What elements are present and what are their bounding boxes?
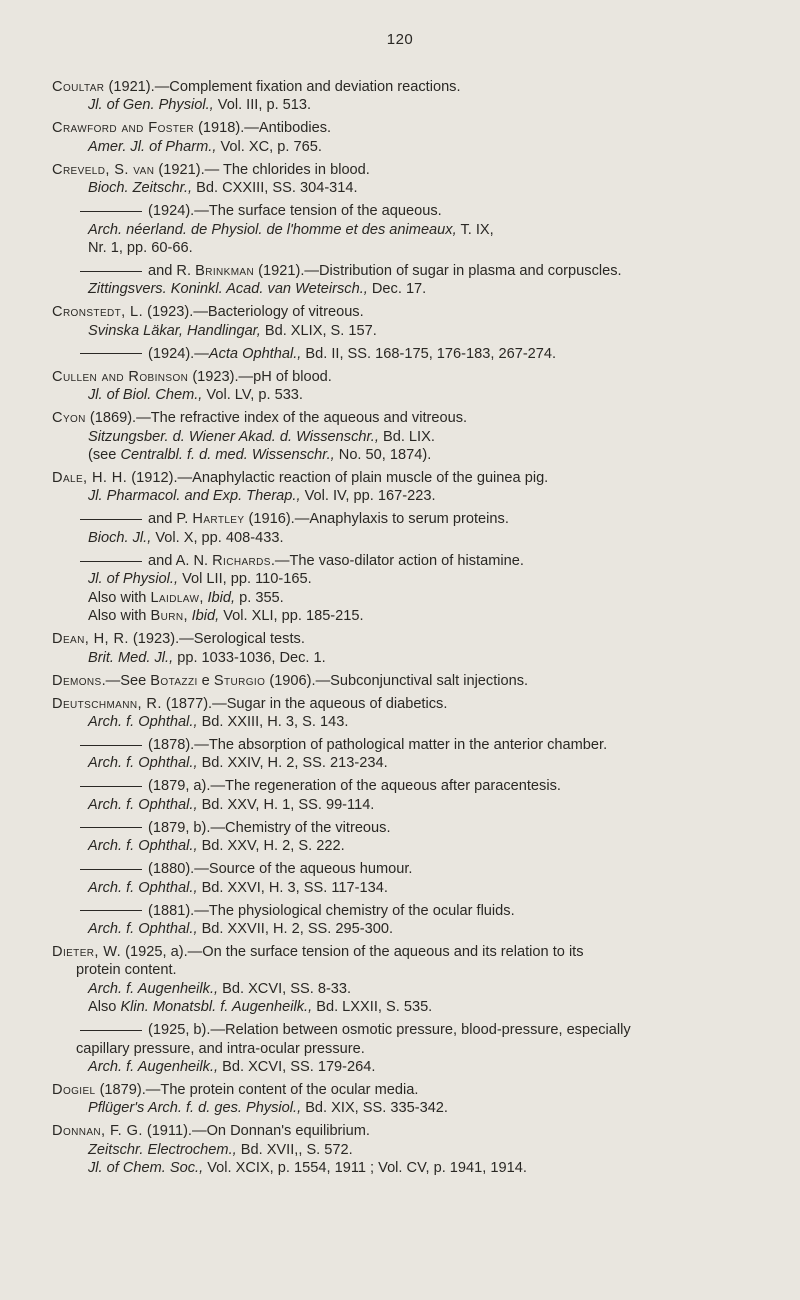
- entry-heading-line: [52, 819, 774, 837]
- entry-citation-line: [52, 589, 774, 607]
- bibliography-entry: [52, 736, 774, 773]
- entry-title: (1916).—Anaphylaxis to serum proteins.: [244, 511, 509, 528]
- journal-name: Arch. f. Augenheilk.,: [88, 1058, 219, 1075]
- entry-citation-line: [52, 837, 774, 855]
- entry-heading-line: [52, 469, 774, 487]
- entry-title: and R.: [148, 263, 196, 280]
- entry-title: (1869).—The refractive index of the aqueous and vitreous.: [85, 410, 468, 427]
- entry-author: Dean, H, R.: [52, 631, 129, 648]
- bibliography-entry: [52, 409, 774, 464]
- entry-citation-line: [52, 713, 774, 731]
- bibliography-entry: [52, 695, 774, 732]
- citation-detail: (see: [88, 447, 121, 464]
- journal-name: Ibid,: [191, 608, 220, 625]
- entry-title: (1879).—The protein content of the ocular media.: [95, 1081, 419, 1098]
- entry-coauthor: Burn: [150, 608, 184, 625]
- bibliography-entry: [52, 777, 774, 814]
- ditto-dash: [80, 561, 142, 562]
- journal-name: Pflüger's Arch. f. d. ges. Physiol.,: [88, 1100, 302, 1117]
- entry-citation-line: [52, 386, 774, 404]
- page-number: 120: [386, 31, 414, 48]
- entry-title: (1906).—Subconjunctival salt injections.: [265, 672, 529, 689]
- entry-heading-line: [52, 303, 774, 321]
- citation-detail: Bd. XXVII, H. 2, SS. 295-300.: [197, 920, 394, 937]
- entry-heading-line: [52, 736, 774, 754]
- entry-title: .—See: [101, 672, 151, 689]
- entry-citation-line: [52, 920, 774, 938]
- entry-title: (1879, a).—The regeneration of the aqueous after paracentesis.: [148, 778, 561, 795]
- bibliography-entry: [52, 672, 774, 690]
- entry-heading-line: [52, 368, 774, 386]
- citation-detail: Vol. LV, p. 533.: [202, 387, 303, 404]
- journal-name: Brit. Med. Jl.,: [88, 649, 174, 666]
- entry-title: (1912).—Anaphylactic reaction of plain muscle of the guinea pig.: [127, 470, 549, 487]
- ditto-dash: [80, 910, 142, 911]
- entry-title: (1880).—Source of the aqueous humour.: [148, 861, 413, 878]
- entry-heading-line: [52, 345, 774, 363]
- entry-heading-line: [52, 672, 774, 690]
- entry-heading-line: [52, 78, 774, 96]
- entry-citation-line: [52, 570, 774, 588]
- entry-coauthor: Sturgio: [213, 672, 266, 689]
- citation-detail: Bd. XXVI, H. 3, SS. 117-134.: [197, 879, 388, 896]
- entry-citation-line: [52, 239, 774, 257]
- citation-detail: Vol. III, p. 513.: [213, 97, 312, 114]
- bibliography-entry: [52, 469, 774, 506]
- entry-title: (1918).—Antibodies.: [194, 120, 332, 137]
- bibliography-entry: [52, 630, 774, 667]
- bibliography-entry: [52, 262, 774, 299]
- journal-name: Jl. of Physiol.,: [88, 571, 179, 588]
- citation-detail: Nr. 1, pp. 60-66.: [88, 240, 193, 257]
- bibliography-entry: [52, 510, 774, 547]
- ditto-dash: [80, 827, 142, 828]
- entry-author: Coultar: [52, 79, 105, 95]
- entry-heading-line: [52, 119, 774, 137]
- entry-citation-line: [52, 754, 774, 772]
- entry-heading-line: [52, 902, 774, 920]
- entry-title: (1911).—On Donnan's equilibrium.: [142, 1123, 370, 1140]
- bibliography-entry: [52, 819, 774, 856]
- entry-heading-line: [52, 1122, 774, 1140]
- journal-name: Arch. f. Ophthal.,: [88, 920, 198, 937]
- entry-title-continued: capillary pressure, and intra-ocular pressure.: [76, 1040, 365, 1057]
- journal-name: Jl. Pharmacol. and Exp. Therap.,: [88, 488, 301, 505]
- journal-name: Jl. of Chem. Soc.,: [88, 1160, 204, 1177]
- entry-author: Cullen and Robinson: [52, 368, 189, 385]
- citation-detail: Vol. IV, pp. 167-223.: [300, 488, 436, 505]
- entry-title: (1925, a).—On the surface tension of the aqueous and its relation to its: [121, 943, 584, 960]
- citation-detail: Bd. LIX.: [378, 428, 435, 445]
- entry-title: .—The vaso-dilator action of histamine.: [270, 552, 524, 569]
- ditto-dash: [80, 869, 142, 870]
- ditto-dash: [80, 786, 142, 787]
- citation-detail: ,: [199, 589, 208, 606]
- entry-heading-line: [52, 552, 774, 570]
- citation-detail: Also with: [88, 589, 151, 606]
- entry-title: (1923).—Bacteriology of vitreous.: [143, 304, 364, 321]
- entry-title: (1881).—The physiological chemistry of the ocular fluids.: [148, 902, 515, 919]
- citation-detail: Bd. XVII,, S. 572.: [236, 1141, 353, 1158]
- bibliography-entry: [52, 202, 774, 257]
- bibliography-entry: [52, 902, 774, 939]
- entry-coauthor: Brinkman: [195, 263, 255, 280]
- journal-name: Zittingsvers. Koninkl. Acad. van Weteirsch.,: [88, 281, 368, 298]
- entry-author: Deutschmann, R.: [52, 695, 162, 712]
- entry-title: (1925, b).—Relation between osmotic pressure, blood-pressure, especially: [148, 1022, 631, 1039]
- citation-detail: No. 50, 1874).: [334, 447, 432, 464]
- bibliography-entry: [52, 78, 774, 115]
- citation-detail: Also: [88, 999, 121, 1016]
- citation-detail: Dec. 17.: [367, 281, 427, 298]
- entry-heading-line: [52, 409, 774, 427]
- citation-detail: p. 355.: [235, 589, 284, 606]
- entry-title: (1923).—Serological tests.: [128, 631, 305, 648]
- entry-citation-line: [52, 1141, 774, 1159]
- bibliography-list: [52, 78, 774, 1182]
- entry-author: Dale, H. H.: [52, 470, 128, 487]
- citation-detail: T. IX,: [456, 221, 494, 238]
- ditto-dash: [80, 745, 142, 746]
- journal-name: Bioch. Jl.,: [88, 529, 152, 546]
- entry-citation-line: [52, 879, 774, 897]
- entry-citation-line: [52, 529, 774, 547]
- ditto-dash: [80, 271, 142, 272]
- journal-name: Arch. f. Ophthal.,: [88, 713, 198, 730]
- journal-name: Jl. of Biol. Chem.,: [88, 387, 203, 404]
- citation-detail: pp. 1033-1036, Dec. 1.: [173, 649, 326, 666]
- entry-author: Cyon: [52, 410, 86, 427]
- entry-title: and A. N.: [148, 552, 213, 569]
- entry-author: Cronstedt, L.: [52, 304, 144, 321]
- bibliography-entry: [52, 303, 774, 340]
- entry-citation-line: [52, 446, 774, 464]
- citation-detail: Bd. XXIII, H. 3, S. 143.: [197, 713, 349, 730]
- entry-title: (1921).—Complement fixation and deviation reactions.: [104, 79, 461, 95]
- entry-heading-line: [52, 1081, 774, 1099]
- entry-citation-line: [52, 980, 774, 998]
- entry-author: Donnan, F. G.: [52, 1123, 143, 1140]
- entry-title: (1923).—pH of blood.: [188, 368, 332, 385]
- entry-author: Demons: [52, 672, 102, 689]
- citation-detail: Vol. XLI, pp. 185-215.: [219, 608, 364, 625]
- citation-detail: Vol. XCIX, p. 1554, 1911 ; Vol. CV, p. 1941, 1914.: [203, 1160, 527, 1177]
- citation-detail: Bd. CXXIII, SS. 304-314.: [192, 180, 358, 197]
- citation-detail: Vol. XC, p. 765.: [216, 138, 322, 155]
- citation-detail: Bd. XXIV, H. 2, SS. 213-234.: [197, 755, 388, 772]
- entry-title-continued: protein content.: [76, 962, 177, 979]
- entry-author: Creveld, S. van: [52, 161, 155, 178]
- citation-detail: Bd. XIX, SS. 335-342.: [301, 1100, 448, 1117]
- entry-citation-line: [52, 96, 774, 114]
- bibliography-entry: [52, 119, 774, 156]
- citation-detail: Bd. XXV, H. 1, SS. 99-114.: [197, 796, 375, 813]
- bibliography-entry: [52, 552, 774, 626]
- ditto-dash: [80, 1030, 142, 1031]
- entry-citation-line: [52, 796, 774, 814]
- entry-citation-line: [52, 998, 774, 1016]
- journal-name: Amer. Jl. of Pharm.,: [88, 138, 217, 155]
- entry-coauthor: Laidlaw: [150, 589, 200, 606]
- entry-coauthor: Hartley: [192, 511, 245, 528]
- citation-detail: Vol LII, pp. 110-165.: [178, 571, 312, 588]
- bibliography-entry: [52, 1021, 774, 1076]
- entry-heading-line: [52, 1021, 774, 1039]
- bibliography-entry: [52, 368, 774, 405]
- citation-detail: Also with: [88, 608, 151, 625]
- entry-heading-line: [52, 630, 774, 648]
- bibliography-entry: [52, 860, 774, 897]
- journal-name: Arch. f. Ophthal.,: [88, 838, 198, 855]
- entry-heading-line: [52, 161, 774, 179]
- entry-citation-line: [52, 607, 774, 625]
- entry-author: Dogiel: [52, 1081, 96, 1098]
- journal-name: Sitzungsber. d. Wiener Akad. d. Wissenschr.,: [88, 428, 379, 445]
- journal-name: Zeitschr. Electrochem.,: [88, 1141, 237, 1158]
- journal-name: Arch. f. Ophthal.,: [88, 796, 198, 813]
- bibliography-entry: [52, 345, 774, 363]
- entry-citation-line: [52, 221, 774, 239]
- entry-citation-line: [52, 428, 774, 446]
- journal-name: Ibid,: [207, 589, 236, 606]
- journal-name: Arch. f. Augenheilk.,: [88, 980, 219, 997]
- entry-title: (1924).—The surface tension of the aqueous.: [148, 203, 442, 220]
- journal-name: Klin. Monatsbl. f. Augenheilk.,: [120, 999, 313, 1016]
- journal-name: Jl. of Gen. Physiol.,: [88, 97, 214, 114]
- entry-author: Dieter, W.: [52, 943, 122, 960]
- entry-citation-line: [52, 280, 774, 298]
- entry-title: (1879, b).—Chemistry of the vitreous.: [148, 819, 391, 836]
- entry-citation-line: [52, 179, 774, 197]
- entry-title: (1921).— The chlorides in blood.: [154, 161, 370, 178]
- ditto-dash: [80, 211, 142, 212]
- entry-citation-line: [52, 487, 774, 505]
- entry-title: (1877).—Sugar in the aqueous of diabetics.: [161, 695, 448, 712]
- entry-title: e: [197, 672, 214, 689]
- entry-citation-line: [52, 322, 774, 340]
- entry-coauthor: Richards: [212, 552, 271, 569]
- entry-heading-line: [52, 943, 774, 961]
- entry-title: (1924).—: [148, 345, 209, 362]
- ditto-dash: [80, 519, 142, 520]
- citation-detail: Vol. X, pp. 408-433.: [151, 529, 284, 546]
- citation-detail: Bd. XXV, H. 2, S. 222.: [197, 838, 345, 855]
- entry-coauthor: Botazzi: [150, 672, 198, 689]
- entry-heading-line: [52, 262, 774, 280]
- entry-citation-line: [52, 1058, 774, 1076]
- entry-heading-line: [52, 510, 774, 528]
- bibliography-entry: [52, 1081, 774, 1118]
- citation-detail: Bd. XCVI, SS. 8-33.: [218, 980, 352, 997]
- entry-heading-line: [52, 202, 774, 220]
- entry-citation-line: [52, 138, 774, 156]
- journal-name: Centralbl. f. d. med. Wissenschr.,: [120, 447, 335, 464]
- ditto-dash: [80, 353, 142, 354]
- entry-title: and P.: [148, 511, 193, 528]
- journal-name: Bioch. Zeitschr.,: [88, 180, 193, 197]
- bibliography-entry: [52, 1122, 774, 1177]
- entry-citation-line: [52, 1159, 774, 1177]
- entry-title: Bd. II, SS. 168-175, 176-183, 267-274.: [301, 345, 557, 362]
- entry-journal: Acta Ophthal.,: [208, 345, 302, 362]
- entry-heading-line: [52, 695, 774, 713]
- citation-detail: Bd. LXXII, S. 535.: [312, 999, 433, 1016]
- entry-author: Crawford and Foster: [52, 120, 195, 137]
- journal-name: Arch. néerland. de Physiol. de l'homme et des animeaux,: [88, 221, 457, 238]
- journal-name: Arch. f. Ophthal.,: [88, 755, 198, 772]
- entry-heading-line: [52, 777, 774, 795]
- journal-name: Arch. f. Ophthal.,: [88, 879, 198, 896]
- entry-title: (1878).—The absorption of pathological matter in the anterior chamber.: [148, 736, 608, 753]
- entry-heading-line: [52, 860, 774, 878]
- bibliography-entry: [52, 161, 774, 198]
- citation-detail: Bd. XLIX, S. 157.: [260, 322, 377, 339]
- entry-citation-line: [52, 1099, 774, 1117]
- journal-name: Svinska Läkar, Handlingar,: [88, 322, 261, 339]
- entry-title: (1921).—Distribution of sugar in plasma and corpuscles.: [254, 263, 622, 280]
- citation-detail: Bd. XCVI, SS. 179-264.: [218, 1058, 376, 1075]
- citation-detail: ,: [183, 608, 192, 625]
- bibliography-entry: [52, 943, 774, 1017]
- entry-citation-line: [52, 649, 774, 667]
